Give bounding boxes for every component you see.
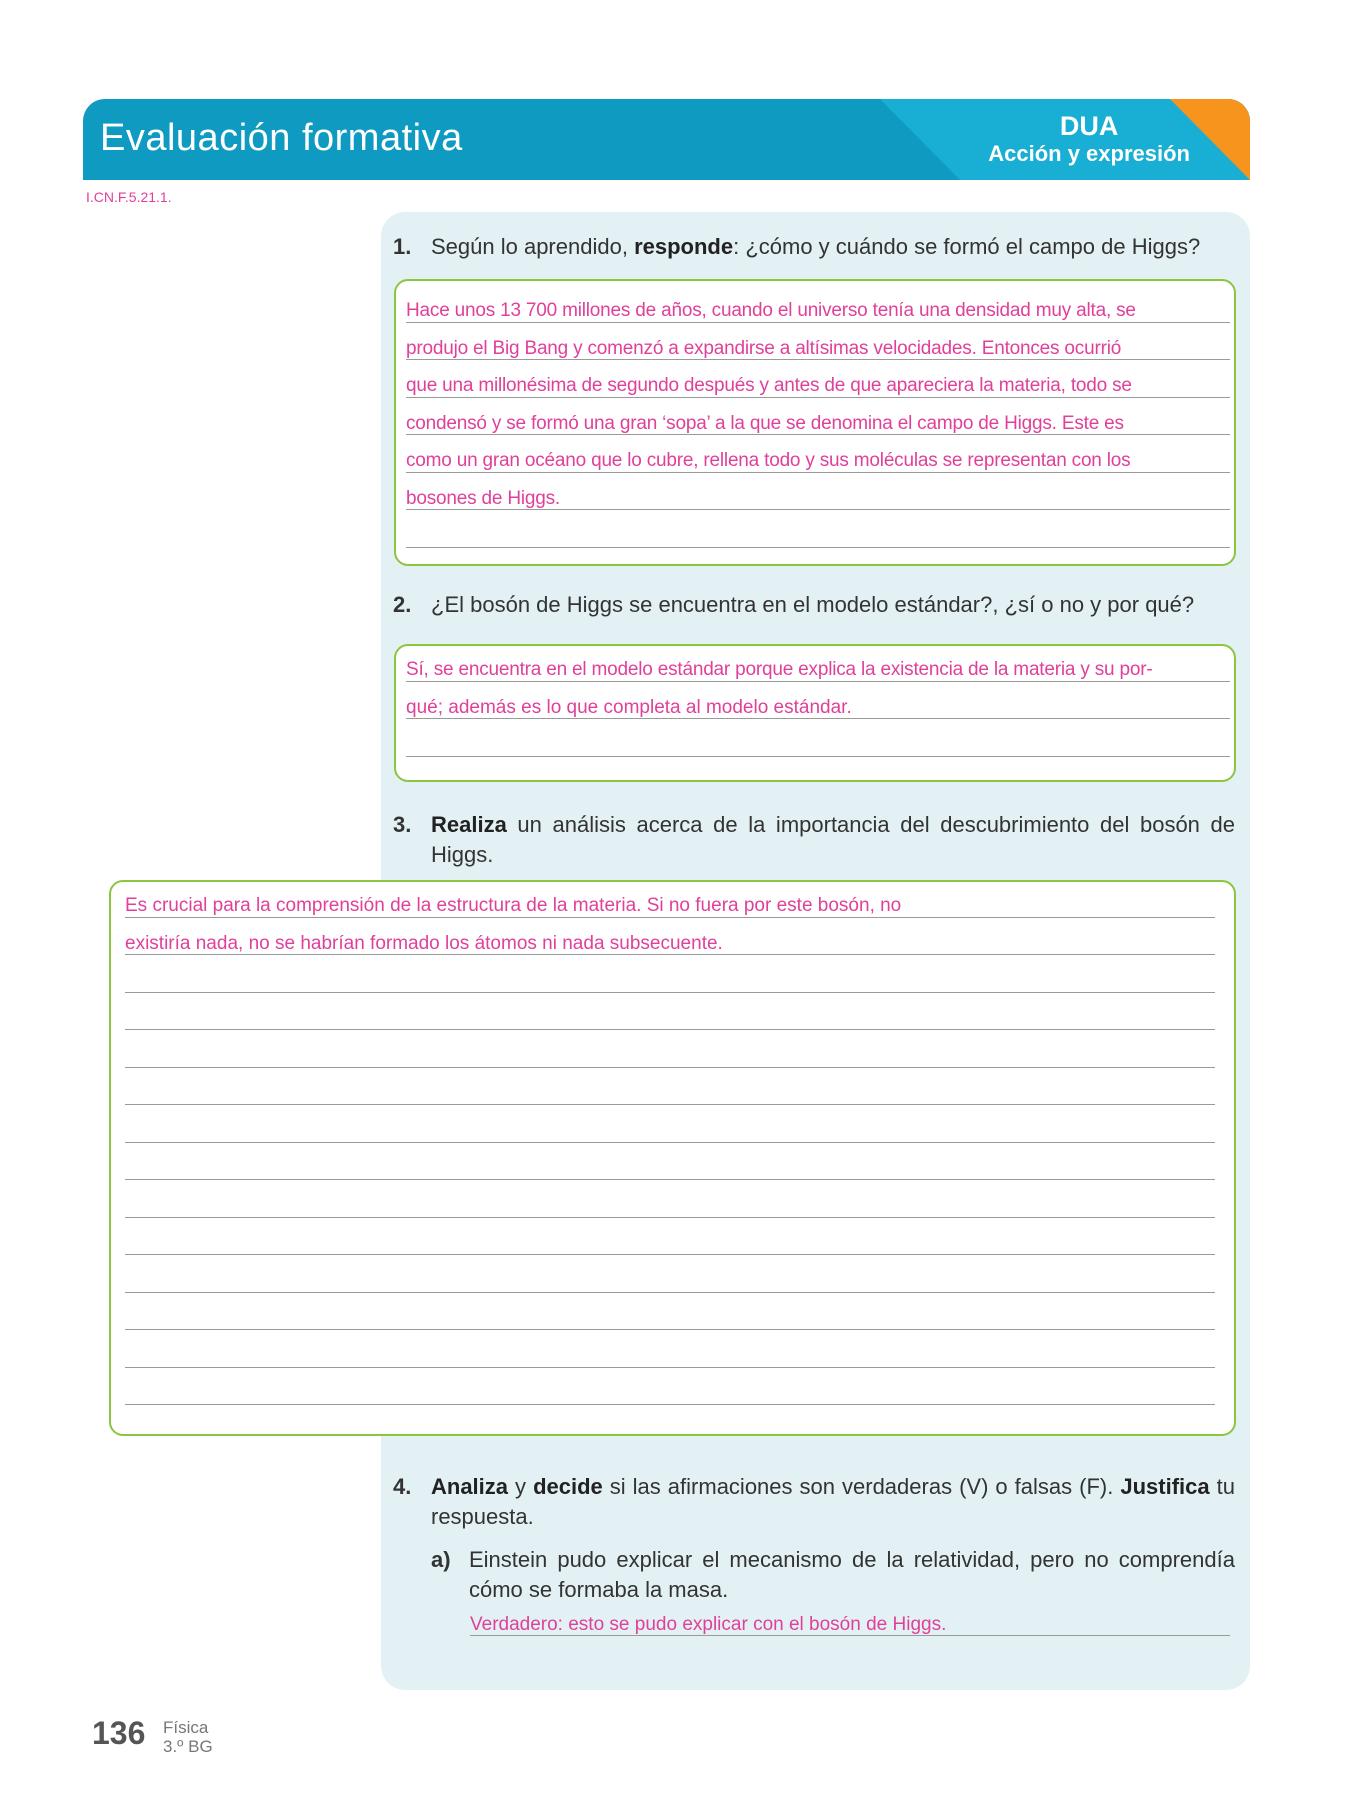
question-text: Analiza y decide si las afirmaciones son verdaderas (V) o falsas (F). Justifica tu respuesta. xyxy=(431,1474,1235,1529)
question-number: 4. xyxy=(393,1474,412,1499)
answer-line xyxy=(125,1330,1215,1368)
answer-box-3[interactable] xyxy=(109,880,1236,1436)
answer-line xyxy=(125,1368,1215,1406)
question-number: 3. xyxy=(393,812,412,837)
answer-line: condensó y se formó una gran ‘sopa’ a la que se denomina el campo de Higgs. Este es xyxy=(406,398,1230,436)
item-label: a) xyxy=(431,1547,451,1572)
answer-line xyxy=(125,1068,1215,1106)
page-number: 136 xyxy=(92,1715,146,1751)
answer-line xyxy=(125,1105,1215,1143)
question-text: ¿El bosón de Higgs se encuentra en el modelo estándar?, ¿sí o no y por qué? xyxy=(431,592,1195,617)
answer-box-2[interactable] xyxy=(394,644,1236,782)
question-2 xyxy=(393,590,1223,620)
answer-line xyxy=(125,1143,1215,1181)
answer-line: Hace unos 13 700 millones de años, cuando el universo tenía una densidad muy alta, se xyxy=(406,285,1230,323)
question-4a xyxy=(431,1545,1235,1605)
answer-line: Es crucial para la comprensión de la estructura de la materia. Si no fuera por este bosón, no xyxy=(125,880,1215,918)
footer-subject xyxy=(163,1718,213,1756)
answer-line xyxy=(125,1180,1215,1218)
answer-line: Verdadero: esto se pudo explicar con el bosón de Higgs. xyxy=(470,1601,1230,1636)
answer-line xyxy=(125,1293,1215,1331)
question-number: 1. xyxy=(393,234,412,259)
dua-title: DUA xyxy=(1059,111,1119,141)
answer-lines-1 xyxy=(406,285,1230,548)
answer-line xyxy=(125,1030,1215,1068)
answer-lines-3 xyxy=(125,880,1215,1405)
answer-lines-2 xyxy=(406,644,1230,757)
question-4 xyxy=(393,1472,1235,1532)
answer-line xyxy=(125,993,1215,1031)
answer-line: como un gran océano que lo cubre, rellena todo y sus moléculas se representan con los xyxy=(406,435,1230,473)
answer-lines-4a[interactable] xyxy=(470,1601,1230,1636)
question-number: 2. xyxy=(393,592,412,617)
grade-label: 3.º BG xyxy=(163,1737,213,1756)
answer-line: existiría nada, no se habrían formado los átomos ni nada subsecuente. xyxy=(125,918,1215,956)
answer-line: produjo el Big Bang y comenzó a expandirse a altísimas velocidades. Entonces ocurrió xyxy=(406,323,1230,361)
answer-line xyxy=(406,719,1230,757)
answer-line: Sí, se encuentra en el modelo estándar porque explica la existencia de la materia y su por- xyxy=(406,644,1230,682)
question-1 xyxy=(393,232,1223,262)
answer-line: que una millonésima de segundo después y antes de que apareciera la materia, todo se xyxy=(406,360,1230,398)
item-text: Einstein pudo explicar el mecanismo de la relatividad, pero no comprendía cómo se formaba la masa. xyxy=(469,1547,1235,1602)
page-title: Evaluación formativa xyxy=(100,117,463,159)
question-text: Realiza un análisis acerca de la importancia del descubrimiento del bosón de Higgs. xyxy=(431,812,1235,867)
answer-line: qué; además es lo que completa al modelo estándar. xyxy=(406,682,1230,720)
answer-box-1[interactable] xyxy=(394,279,1236,566)
answer-line xyxy=(406,510,1230,548)
question-3 xyxy=(393,810,1235,870)
answer-line xyxy=(125,955,1215,993)
subject-name: Física xyxy=(163,1718,209,1737)
question-text: Según lo aprendido, responde: ¿cómo y cuándo se formó el campo de Higgs? xyxy=(431,234,1201,259)
indicator-code: I.CN.F.5.21.1. xyxy=(86,189,172,205)
answer-line xyxy=(125,1255,1215,1293)
dua-subtitle: Acción y expresión xyxy=(988,141,1190,166)
answer-line: bosones de Higgs. xyxy=(406,473,1230,511)
header-banner xyxy=(83,99,1250,180)
dua-badge xyxy=(988,111,1190,167)
answer-line xyxy=(125,1218,1215,1256)
